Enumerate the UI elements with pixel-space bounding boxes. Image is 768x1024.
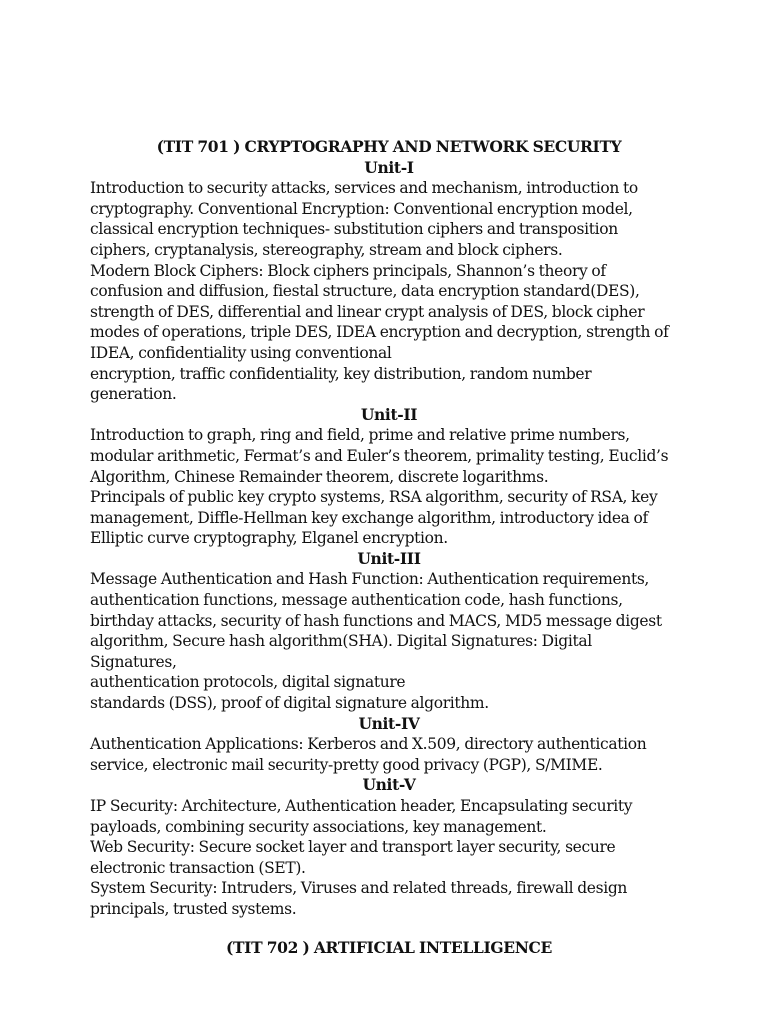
unit-heading-5: Unit-V bbox=[362, 775, 416, 795]
unit-5-paragraph-1: IP Security: Architecture, Authentication header, Encapsulating security payloads, combining security associations, key management. bbox=[90, 797, 633, 836]
unit-4-paragraph-1: Authentication Applications: Kerberos and X.509, directory authentication service, electronic mail security-pretty good privacy (PGP), S/MIME. bbox=[90, 735, 647, 774]
unit-2-paragraph-2: Principals of public key crypto systems, RSA algorithm, security of RSA, key management, Diffle-Hellman key exchange algorithm, introductory idea of Elliptic curve cryptography, Elganel encryption. bbox=[90, 488, 658, 548]
course-title-tit-701: (TIT 701 ) CRYPTOGRAPHY AND NETWORK SECURITY bbox=[156, 137, 622, 156]
unit-1-paragraph-1: Introduction to security attacks, services and mechanism, introduction to cryptography. Conventional Encryption: Conventional encryption model, classical encryption techniques- substitution ciphers and transposition ciphers, cryptanalysis, stereography, stream and block ciphers. bbox=[90, 179, 638, 259]
course-title-tit-702: (TIT 702 ) ARTIFICIAL INTELLIGENCE bbox=[226, 937, 552, 957]
unit-1-paragraph-2: Modern Block Ciphers: Block ciphers principals, Shannon’s theory of confusion and diffusion, fiestal structure, data encryption standard(DES), strength of DES, differential and linear crypt analysis of DES, block cipher modes of operations, triple DES, IDEA encryption and decryption, strength of IDEA, confidentiality using conventional encryption, traffic confidentiality, key distribution, random number generation. bbox=[90, 261, 669, 404]
unit-3-paragraph-1: Message Authentication and Hash Function: Authentication requirements, authentication functions, message authentication code, hash functions, birthday attacks, security of hash functions and MACS, MD5 message digest algorithm, Secure hash algorithm(SHA). Digital Signatures: Digital Signatures, authentication protocols, digital signature standards (DSS), proof of digital signature algorithm. bbox=[90, 570, 662, 713]
unit-heading-3: Unit-III bbox=[357, 548, 421, 568]
unit-5-paragraph-2: Web Security: Secure socket layer and transport layer security, secure electronic transaction (SET). bbox=[90, 838, 616, 877]
unit-heading-1: Unit-I bbox=[364, 157, 414, 177]
unit-5-paragraph-3: System Security: Intruders, Viruses and related threads, firewall design principals, trusted systems. bbox=[90, 879, 628, 918]
unit-heading-2: Unit-II bbox=[360, 404, 418, 424]
document-content bbox=[90, 137, 680, 958]
unit-2-paragraph-1: Introduction to graph, ring and field, prime and relative prime numbers, modular arithmetic, Fermat’s and Euler’s theorem, primality testing, Euclid’s Algorithm, Chinese Remainder theorem, discrete logarithms. bbox=[90, 426, 669, 486]
unit-heading-4: Unit-IV bbox=[358, 713, 420, 733]
